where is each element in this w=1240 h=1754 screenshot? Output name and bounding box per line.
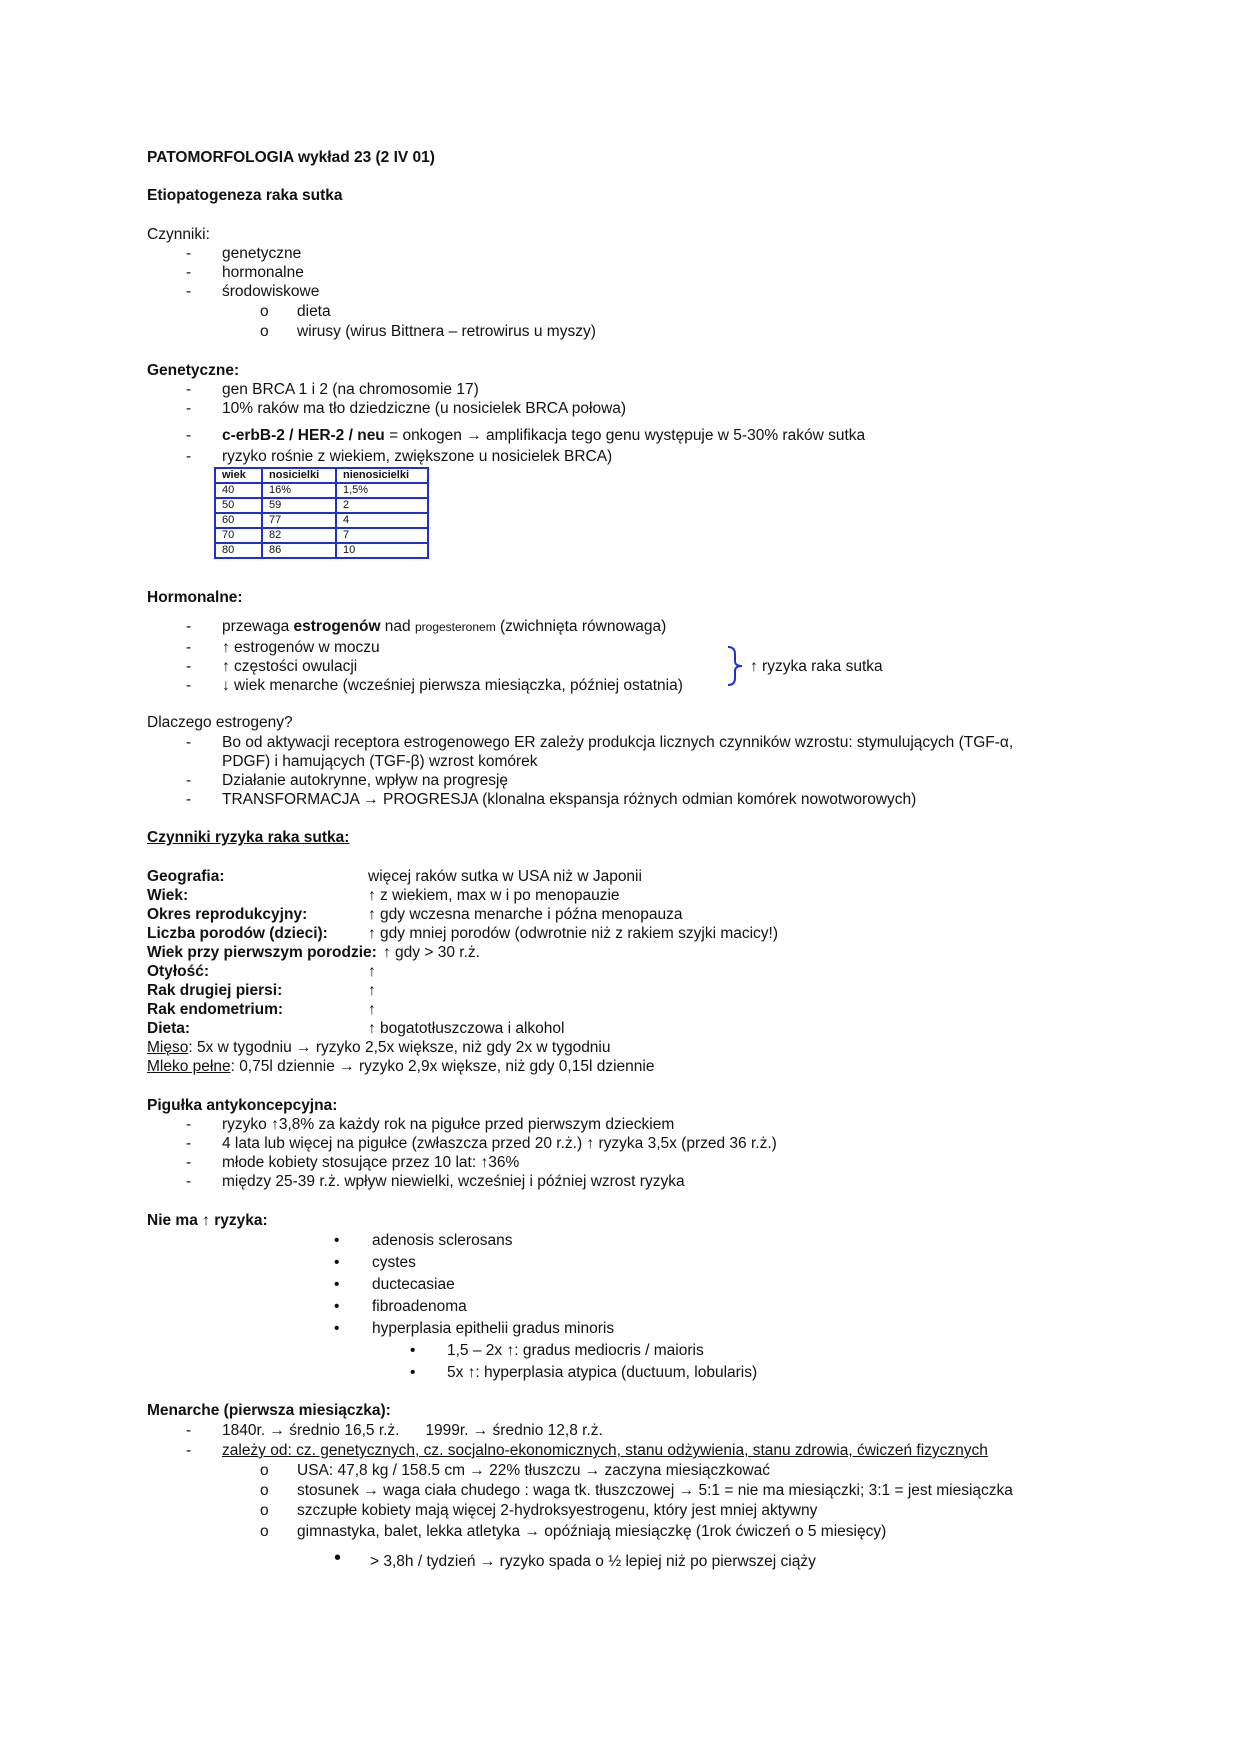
text-fragment: nad	[380, 618, 415, 635]
pill-heading: Pigułka antykoncepcyjna:	[147, 1097, 338, 1114]
dash-bullet: -	[186, 1154, 192, 1171]
table-row	[215, 528, 428, 543]
risk-label: Geografia:	[147, 868, 225, 885]
meat-label: Mięso	[147, 1039, 189, 1056]
table-cell: 82	[262, 528, 336, 543]
risk-value: ↑ gdy > 30 r.ż.	[383, 944, 480, 961]
dash-bullet: -	[186, 734, 192, 751]
table-header-cell: nosicielki	[262, 468, 336, 483]
table-cell: 80	[215, 543, 262, 558]
list-item: ↑ estrogenów w moczu	[222, 639, 380, 656]
list-item: cystes	[372, 1254, 416, 1271]
table-row	[215, 483, 428, 498]
table-header-cell: wiek	[215, 468, 262, 483]
dash-bullet: -	[186, 1135, 192, 1152]
table-row	[215, 498, 428, 513]
document-subtitle: Etiopatogeneza raka sutka	[147, 187, 343, 204]
meat-text: : 5x w tygodniu → ryzyko 2,5x większe, niż gdy 2x w tygodniu	[188, 1039, 611, 1056]
circle-bullet: o	[260, 1523, 269, 1540]
table-cell: 50	[215, 498, 262, 513]
round-bullet: •	[334, 1232, 340, 1249]
sub-list-item: szczupłe kobiety mają więcej 2-hydroksyestrogenu, który jest mniej aktywny	[297, 1502, 818, 1519]
risk-value: ↑ gdy wczesna menarche i późna menopauza	[368, 906, 683, 923]
dash-bullet: -	[186, 1173, 192, 1190]
table-header-row	[215, 468, 428, 483]
list-item: ↓ wiek menarche (wcześniej pierwsza miesiączka, później ostatnia)	[222, 677, 683, 694]
list-item: adenosis sclerosans	[372, 1232, 513, 1249]
milk-label: Mleko pełne	[147, 1058, 231, 1075]
table-header-cell: nienosicielki	[336, 468, 428, 483]
table-cell: 1,5%	[336, 483, 428, 498]
list-item	[222, 426, 865, 445]
dash-bullet: -	[186, 772, 192, 789]
circle-bullet: o	[260, 323, 269, 340]
risk-label: Dieta:	[147, 1020, 191, 1037]
table-row	[215, 543, 428, 558]
list-item: młode kobiety stosujące przez 10 lat: ↑36%	[222, 1154, 520, 1171]
risk-value: ↑	[368, 1001, 376, 1018]
table-cell: 40	[215, 483, 262, 498]
milk-line	[147, 1057, 654, 1076]
dash-bullet: -	[186, 1442, 192, 1459]
brace-label: ↑ ryzyka raka sutka	[750, 658, 883, 675]
text-fragment: przewaga	[222, 618, 294, 635]
circle-bullet: o	[260, 1462, 269, 1479]
list-item: TRANSFORMACJA → PROGRESJA (klonalna ekspansja różnych odmian komórek nowotworowych)	[222, 791, 917, 808]
round-bullet: •	[334, 1276, 340, 1293]
risk-value: ↑ bogatotłuszczowa i alkohol	[368, 1020, 565, 1037]
dash-bullet: -	[186, 1422, 192, 1439]
table-cell: 16%	[262, 483, 336, 498]
dash-bullet: -	[186, 618, 192, 635]
sub-list-item: stosunek → waga ciała chudego : waga tk. tłuszczowej → 5:1 = nie ma miesiączki; 3:1 = jest miesiączka	[297, 1482, 1013, 1499]
factors-heading: Czynniki:	[147, 226, 210, 243]
circle-bullet: o	[260, 1502, 269, 1519]
table-row	[215, 513, 428, 528]
round-bullet: •	[334, 1320, 340, 1337]
curly-brace-icon	[726, 645, 746, 687]
risk-value: więcej raków sutka w USA niż w Japonii	[368, 868, 642, 885]
list-item: ryzyko rośnie z wiekiem, zwiększone u nosicielek BRCA)	[222, 448, 613, 465]
list-item: > 3,8h / tydzień → ryzyko spada o ½ lepiej niż po pierwszej ciąży	[370, 1553, 816, 1570]
dash-bullet: -	[186, 677, 192, 694]
risk-label: Otyłość:	[147, 963, 210, 980]
circle-bullet: o	[260, 303, 269, 320]
dash-bullet: -	[186, 427, 192, 444]
sub-list-item: wirusy (wirus Bittnera – retrowirus u myszy)	[297, 323, 596, 340]
risk-value: ↑	[368, 963, 376, 980]
sub-list-item: 1,5 – 2x ↑: gradus mediocris / maioris	[447, 1342, 704, 1359]
risk-label: Wiek:	[147, 887, 189, 904]
round-bullet: •	[334, 1254, 340, 1271]
dash-bullet: -	[186, 658, 192, 675]
dash-bullet: -	[186, 283, 192, 300]
list-item: środowiskowe	[222, 283, 320, 300]
table-cell: 59	[262, 498, 336, 513]
table-cell: 2	[336, 498, 428, 513]
norisk-heading: Nie ma ↑ ryzyka:	[147, 1212, 268, 1229]
dash-bullet: -	[186, 791, 192, 808]
list-item: 4 lata lub więcej na pigułce (zwłaszcza przed 20 r.ż.) ↑ ryzyka 3,5x (przed 36 r.ż.)	[222, 1135, 777, 1152]
table-cell: 10	[336, 543, 428, 558]
list-item: ductecasiae	[372, 1276, 455, 1293]
round-bullet: •	[410, 1342, 416, 1359]
risk-value: ↑ z wiekiem, max w i po menopauzie	[368, 887, 620, 904]
round-bullet: •	[334, 1547, 342, 1569]
age-risk-table	[214, 467, 429, 559]
table-cell: 60	[215, 513, 262, 528]
list-item: Bo od aktywacji receptora estrogenowego ER zależy produkcja licznych czynników wzrostu: stymulujących (TGF-α,	[222, 734, 1014, 751]
table-cell: 86	[262, 543, 336, 558]
sub-list-item: USA: 47,8 kg / 158.5 cm → 22% tłuszczu → zaczyna miesiączkować	[297, 1462, 770, 1479]
table-cell: 4	[336, 513, 428, 528]
list-item: ryzyko ↑3,8% za każdy rok na pigułce przed pierwszym dzieckiem	[222, 1116, 675, 1133]
list-item	[222, 617, 666, 637]
document-title: PATOMORFOLOGIA wykład 23 (2 IV 01)	[147, 149, 435, 166]
risk-heading: Czynniki ryzyka raka sutka:	[147, 829, 350, 846]
risk-value: ↑	[368, 982, 376, 999]
list-item: 10% raków ma tło dziedziczne (u nosicielek BRCA połowa)	[222, 400, 627, 417]
dash-bullet: -	[186, 245, 192, 262]
list-item-continuation: PDGF) i hamujących (TGF-β) wzrost komórek	[222, 753, 538, 770]
table-cell: 70	[215, 528, 262, 543]
risk-label: Rak drugiej piersi:	[147, 982, 283, 999]
meat-line	[147, 1038, 611, 1057]
round-bullet: •	[334, 1298, 340, 1315]
genetic-heading: Genetyczne:	[147, 362, 240, 379]
oncogene-text: = onkogen → amplifikacja tego genu występuje w 5-30% raków sutka	[384, 427, 866, 444]
sub-list-item: gimnastyka, balet, lekka atletyka → opóźniają miesiączkę (1rok ćwiczeń o 5 miesięcy)	[297, 1523, 887, 1540]
list-item: Działanie autokrynne, wpływ na progresję	[222, 772, 509, 789]
list-item: 1840r. → średnio 16,5 r.ż. 1999r. → średnio 12,8 r.ż.	[222, 1422, 603, 1439]
list-item: ↑ częstości owulacji	[222, 658, 358, 675]
table-cell: 7	[336, 528, 428, 543]
dash-bullet: -	[186, 264, 192, 281]
dash-bullet: -	[186, 448, 192, 465]
sub-list-item: 5x ↑: hyperplasia atypica (ductuum, lobularis)	[447, 1364, 758, 1381]
sub-list-item: dieta	[297, 303, 331, 320]
list-item: fibroadenoma	[372, 1298, 467, 1315]
dash-bullet: -	[186, 381, 192, 398]
risk-label: Liczba porodów (dzieci):	[147, 925, 328, 942]
list-item: zależy od: cz. genetycznych, cz. socjalno-ekonomicznych, stanu odżywienia, stanu zdrowia, ćwiczeń fizycznych	[222, 1442, 988, 1459]
risk-label: Rak endometrium:	[147, 1001, 284, 1018]
text-fragment-small: progesteronem	[414, 620, 496, 634]
list-item: hyperplasia epithelii gradus minoris	[372, 1320, 615, 1337]
circle-bullet: o	[260, 1482, 269, 1499]
list-item: genetyczne	[222, 245, 302, 262]
table-cell: 77	[262, 513, 336, 528]
list-item: gen BRCA 1 i 2 (na chromosomie 17)	[222, 381, 479, 398]
dash-bullet: -	[186, 400, 192, 417]
oncogene-name: c-erbB-2 / HER-2 / neu	[222, 427, 385, 444]
dash-bullet: -	[186, 1116, 192, 1133]
hormonal-heading: Hormonalne:	[147, 589, 243, 606]
text-fragment-bold: estrogenów	[293, 618, 381, 635]
list-item: między 25-39 r.ż. wpływ niewielki, wcześniej i później wzrost ryzyka	[222, 1173, 685, 1190]
milk-text: : 0,75l dziennie → ryzyko 2,9x większe, niż gdy 0,15l dziennie	[230, 1058, 655, 1075]
list-item: hormonalne	[222, 264, 304, 281]
risk-label: Okres reprodukcyjny:	[147, 906, 308, 923]
round-bullet: •	[410, 1364, 416, 1381]
menarche-heading: Menarche (pierwsza miesiączka):	[147, 1402, 391, 1419]
text-fragment: (zwichnięta równowaga)	[495, 618, 667, 635]
dash-bullet: -	[186, 639, 192, 656]
risk-label: Wiek przy pierwszym porodzie:	[147, 944, 377, 961]
risk-value: ↑ gdy mniej porodów (odwrotnie niż z rakiem szyjki macicy!)	[368, 925, 779, 942]
why-heading: Dlaczego estrogeny?	[147, 714, 293, 731]
